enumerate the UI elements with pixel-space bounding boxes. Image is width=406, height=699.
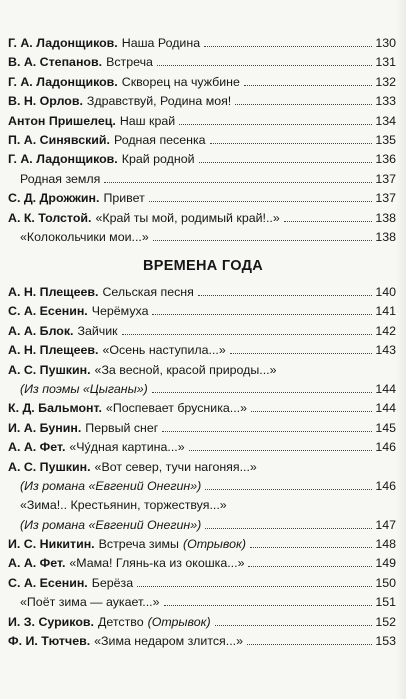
toc-entry-title: Наш край — [119, 113, 176, 128]
page-gutter-shadow — [396, 0, 406, 699]
toc-entry-page-number: 131 — [375, 55, 396, 70]
toc-entry-note: (Из романа «Евгений Онегин») — [20, 478, 202, 493]
toc-entry — [8, 92, 396, 111]
toc-entry-note: (Из романа «Евгений Онегин») — [20, 517, 202, 532]
toc-entry-page-number: 150 — [375, 575, 396, 590]
toc-entry-author: Г. А. Ладонщиков. — [8, 36, 118, 50]
toc-entry-author: А. С. Пушкин. — [8, 362, 91, 377]
toc-entry-title: Берёза — [91, 575, 134, 590]
toc-entry-title: Родная земля — [20, 171, 101, 186]
toc-entry-title: Привет — [103, 191, 145, 206]
toc-entry-title: Скворец на чужбине — [121, 74, 240, 89]
toc-entry — [8, 516, 396, 535]
toc-entry-page-number: 149 — [375, 556, 396, 571]
toc-entry-author: И. С. Никитин. — [8, 537, 95, 552]
toc-dot-leader — [198, 295, 372, 296]
toc-entry-title: Родная песенка — [113, 132, 206, 147]
toc-entry — [8, 632, 396, 651]
table-of-contents-part-1 — [8, 34, 396, 247]
toc-entry-page-number: 134 — [375, 113, 396, 128]
toc-entry — [8, 170, 396, 189]
toc-entry — [8, 477, 396, 496]
toc-entry-title: Сельская песня — [102, 285, 194, 299]
toc-entry-title: «Зима!.. Крестьянин, торжествуя...» — [20, 498, 227, 513]
toc-entry-page-number: 141 — [375, 304, 396, 319]
toc-dot-leader — [199, 162, 373, 163]
toc-dot-leader — [164, 605, 373, 606]
toc-dot-leader — [248, 566, 372, 567]
toc-dot-leader — [122, 334, 373, 335]
toc-entry-author: А. Н. Плещеев. — [8, 285, 99, 299]
toc-dot-leader — [284, 221, 373, 222]
toc-entry-author: И. З. Суриков. — [8, 614, 94, 629]
toc-entry-author: А. Н. Плещеев. — [8, 343, 99, 358]
toc-entry-author: С. Д. Дрожжин. — [8, 191, 100, 206]
toc-entry-page-number: 153 — [375, 634, 396, 649]
toc-entry — [8, 131, 396, 150]
toc-dot-leader — [215, 625, 373, 626]
toc-dot-leader — [104, 182, 372, 183]
toc-dot-leader — [149, 201, 373, 202]
toc-dot-leader — [152, 392, 373, 393]
toc-entry-author: А. А. Блок. — [8, 323, 74, 338]
toc-entry-title: Черёмуха — [91, 304, 149, 319]
toc-entry — [8, 150, 396, 169]
toc-entry-title: Зайчик — [77, 323, 118, 338]
toc-entry — [8, 361, 396, 380]
toc-dot-leader — [153, 240, 373, 241]
toc-dot-leader — [205, 528, 372, 529]
toc-entry-author: Ф. И. Тютчев. — [8, 634, 91, 649]
toc-entry-page-number: 147 — [375, 517, 396, 532]
toc-entry — [8, 322, 396, 341]
toc-entry-page-number: 132 — [375, 74, 396, 89]
toc-entry — [8, 496, 396, 515]
section-heading-seasons: ВРЕМЕНА ГОДА — [142, 258, 264, 274]
toc-entry-page-number: 130 — [375, 36, 396, 50]
toc-entry — [8, 574, 396, 593]
toc-entry-page-number: 138 — [375, 229, 396, 244]
toc-entry-author: А. А. Фет. — [8, 556, 66, 571]
toc-dot-leader — [250, 547, 372, 548]
toc-dot-leader — [179, 124, 372, 125]
toc-dot-leader — [137, 586, 372, 587]
toc-entry — [8, 613, 396, 632]
toc-entry — [8, 554, 396, 573]
toc-entry-page-number: 144 — [375, 401, 396, 416]
toc-entry-title: «Осень наступила...» — [102, 343, 226, 358]
toc-entry-title: «Вот север, тучи нагоняя...» — [94, 459, 257, 474]
toc-entry-title: «Колокольчики мои...» — [20, 229, 149, 244]
toc-entry — [8, 73, 396, 92]
toc-entry-author: А. А. Фет. — [8, 440, 66, 455]
toc-entry — [8, 228, 396, 247]
toc-dot-leader — [162, 431, 372, 432]
toc-dot-leader — [251, 411, 372, 412]
toc-dot-leader — [244, 85, 372, 86]
toc-entry-author: И. А. Бунин. — [8, 420, 82, 435]
toc-entry-title: Встреча зимы — [98, 537, 179, 552]
toc-entry-page-number: 138 — [375, 210, 396, 225]
toc-entry-author: Антон Пришелец. — [8, 113, 116, 128]
toc-entry-title: Здравствуй, Родина моя! — [86, 94, 232, 109]
toc-entry — [8, 302, 396, 321]
toc-entry — [8, 112, 396, 131]
toc-entry — [8, 593, 396, 612]
toc-entry — [8, 380, 396, 399]
toc-entry-page-number: 148 — [375, 537, 396, 552]
toc-entry-page-number: 137 — [375, 191, 396, 206]
toc-entry-author: К. Д. Бальмонт. — [8, 401, 102, 416]
toc-entry — [8, 34, 396, 53]
toc-entry-title: Встреча — [106, 55, 153, 70]
toc-entry-page-number: 145 — [375, 420, 396, 435]
toc-entry-author: В. Н. Орлов. — [8, 94, 83, 109]
toc-dot-leader — [152, 314, 372, 315]
toc-entry-title: Наша Родина — [121, 36, 201, 50]
toc-entry — [8, 341, 396, 360]
toc-entry-title: «Зима недаром злится...» — [94, 634, 243, 649]
toc-entry-title: «Мама! Глянь-ка из окошка...» — [69, 556, 245, 571]
toc-entry-author: Г. А. Ладонщиков. — [8, 74, 118, 89]
toc-entry-author: А. С. Пушкин. — [8, 459, 91, 474]
toc-dot-leader — [210, 143, 373, 144]
toc-entry-author: П. А. Синявский. — [8, 132, 110, 147]
toc-entry-page-number: 142 — [375, 323, 396, 338]
toc-entry-title: Край родной — [121, 152, 195, 167]
toc-entry-title: «За весной, красой природы...» — [94, 362, 277, 377]
toc-entry-author: Г. А. Ладонщиков. — [8, 152, 118, 167]
toc-entry-page-number: 136 — [375, 152, 396, 167]
toc-dot-leader — [205, 489, 372, 490]
toc-entry-note: (Из поэмы «Цыганы») — [20, 381, 148, 396]
toc-entry — [8, 399, 396, 418]
toc-entry — [8, 535, 396, 554]
toc-entry-note: (Отрывок) — [147, 614, 211, 629]
toc-entry-author: А. К. Толстой. — [8, 210, 92, 225]
toc-dot-leader — [230, 353, 373, 354]
toc-dot-leader — [189, 450, 373, 451]
toc-entry-title: «Поспевает брусника...» — [105, 401, 248, 416]
toc-entry — [8, 283, 396, 302]
toc-entry-page-number: 146 — [375, 478, 396, 493]
toc-entry — [8, 438, 396, 457]
toc-entry-title: Детство — [97, 614, 144, 629]
toc-entry-page-number: 146 — [375, 440, 396, 455]
toc-dot-leader — [204, 46, 372, 47]
toc-entry-author: С. А. Есенин. — [8, 304, 88, 319]
toc-entry-page-number: 143 — [375, 343, 396, 358]
toc-entry-page-number: 140 — [375, 285, 396, 299]
toc-entry-page-number: 151 — [375, 595, 396, 610]
toc-entry-page-number: 144 — [375, 381, 396, 396]
toc-entry — [8, 189, 396, 208]
toc-entry-author: С. А. Есенин. — [8, 575, 88, 590]
toc-dot-leader — [235, 104, 372, 105]
toc-entry-author: В. А. Степанов. — [8, 55, 103, 70]
table-of-contents-seasons — [8, 283, 396, 651]
toc-entry-note: (Отрывок) — [182, 537, 246, 552]
toc-entry — [8, 419, 396, 438]
toc-dot-leader — [157, 65, 372, 66]
toc-entry-title: «Поёт зима — аукает...» — [20, 595, 160, 610]
toc-entry-page-number: 135 — [375, 132, 396, 147]
toc-dot-leader — [247, 644, 372, 645]
toc-entry-title: «Чу́дная картина...» — [69, 440, 185, 455]
toc-entry-page-number: 137 — [375, 171, 396, 186]
toc-entry-page-number: 133 — [375, 94, 396, 109]
toc-entry-title: Первый снег — [85, 420, 159, 435]
toc-entry — [8, 458, 396, 477]
toc-entry-title: «Край ты мой, родимый край!..» — [95, 210, 280, 225]
toc-entry — [8, 53, 396, 72]
toc-entry-page-number: 152 — [375, 614, 396, 629]
toc-entry — [8, 209, 396, 228]
